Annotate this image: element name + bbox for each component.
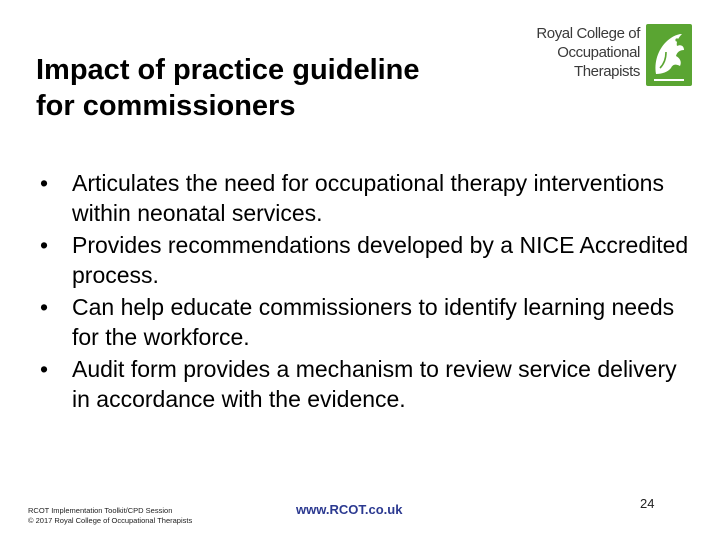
slide-title-line-1: Impact of practice guideline [36, 54, 420, 86]
bullet-text: Provides recommendations developed by a NICE Accredited process. [72, 232, 689, 288]
bullet-marker: • [40, 170, 49, 196]
page-number: 24 [640, 496, 655, 511]
bullet-item [40, 168, 700, 228]
bullet-marker: • [40, 356, 49, 382]
logo-wordmark [522, 24, 640, 81]
footer-copyright: © 2017 Royal College of Occupational Therapists [28, 516, 193, 525]
slide-title [36, 52, 526, 124]
slide-title-line-2: for commissioners [36, 90, 296, 122]
rcot-logo [522, 24, 694, 90]
logo-line-3: Therapists [573, 63, 640, 80]
rcot-crest-icon [646, 24, 692, 86]
bullet-marker: • [40, 232, 49, 258]
logo-line-1: Royal College of [536, 25, 640, 42]
footer-credits [28, 506, 258, 526]
bullet-marker: • [40, 294, 49, 320]
bullet-item [40, 292, 700, 352]
bullet-text: Audit form provides a mechanism to review service delivery in accordance with the evidence. [72, 356, 677, 412]
bullet-list [40, 168, 700, 416]
bullet-text: Can help educate commissioners to identify learning needs for the workforce. [72, 294, 675, 350]
bullet-item [40, 354, 700, 414]
bullet-item [40, 230, 700, 290]
bullet-text: Articulates the need for occupational therapy interventions within neonatal services. [72, 170, 664, 226]
footer-website-link[interactable]: www.RCOT.co.uk [296, 502, 403, 517]
footer-session-label: RCOT Implementation Toolkit/CPD Session [28, 506, 173, 515]
logo-line-2: Occupational [557, 44, 640, 61]
